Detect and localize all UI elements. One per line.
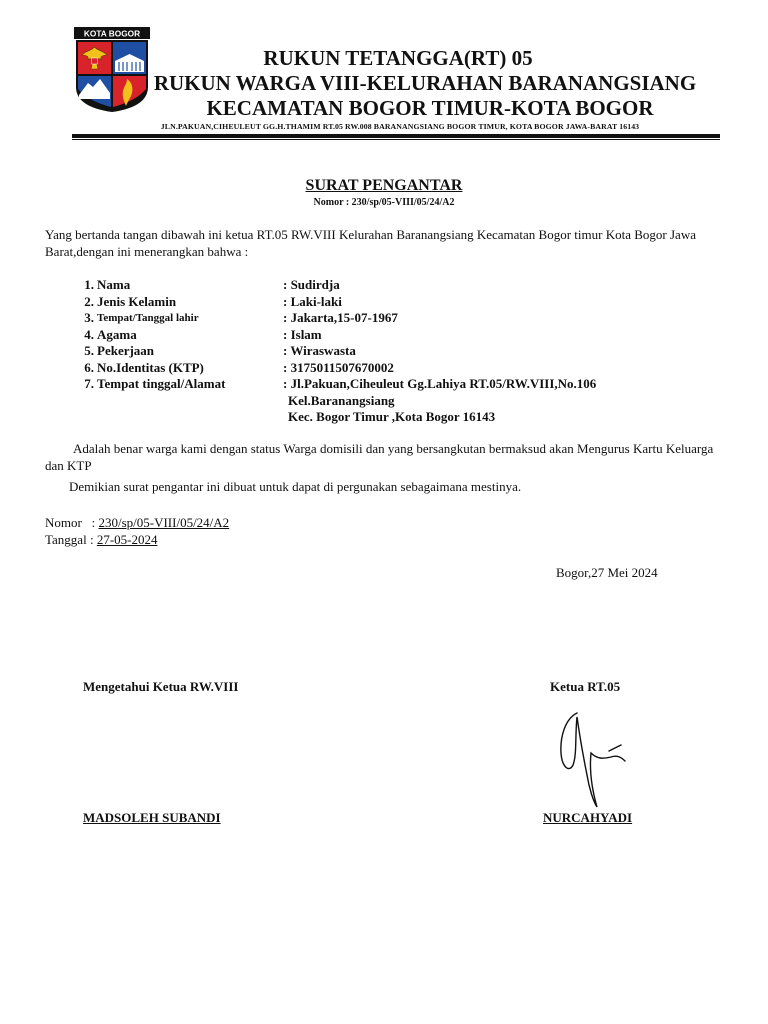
address-line: Kec. Bogor Timur ,Kota Bogor 16143 (288, 409, 496, 424)
header-line-1: RUKUN TETANGGA(RT) 05 (263, 46, 533, 70)
rt-signatory-name: NURCAHYADI (543, 810, 633, 825)
field-label: Nama (97, 277, 131, 292)
place-date: Bogor,27 Mei 2024 (556, 565, 658, 580)
statement-paragraph: Adalah benar warga kami dengan status Warga domisili dan yang bersangkutan bermaksud akan Mengurus Kartu Keluarga dan KTP (45, 441, 714, 473)
header-rule-thin (72, 139, 720, 140)
rt-signature-title: Ketua RT.05 (550, 679, 621, 694)
address-continuation-2 (70, 409, 710, 426)
header-line-2: RUKUN WARGA VIII-KELURAHAN BARANANGSIANG (153, 71, 697, 95)
header-address: JLN.PAKUAN,CIHEULEUT GG.H.THAMIM RT.05 RW.008 BARANANGSIANG BOGOR TIMUR, KOTA BOGOR JAWA-BARAT 16143 (160, 122, 640, 131)
nomor-line: Nomor : 230/sp/05-VIII/05/24/A2 (45, 515, 230, 530)
field-row-occupation (70, 343, 710, 360)
field-label: Pekerjaan (97, 343, 155, 358)
rw-signatory-name: MADSOLEH SUBANDI (83, 810, 221, 825)
field-value: : Jakarta,15-07-1967 (283, 310, 398, 325)
header-line-3: KECAMATAN BOGOR TIMUR-KOTA BOGOR (206, 96, 654, 120)
address-line: Kel.Baranangsiang (288, 392, 395, 408)
field-number: 4. (84, 326, 94, 342)
nomor-label: Nomor (45, 515, 82, 530)
tanggal-value: 27-05-2024 (96, 532, 158, 547)
personal-data-list (70, 277, 710, 426)
field-value: : Laki-laki (283, 293, 342, 309)
field-value: : Islam (283, 326, 322, 342)
field-number: 7. (84, 376, 94, 391)
nomor-value: 230/sp/05-VIII/05/24/A2 (98, 515, 230, 530)
field-value: : Wiraswasta (283, 343, 356, 358)
field-number: 2. (84, 293, 94, 309)
field-number: 6. (84, 359, 94, 375)
letter-title: SURAT PENGANTAR (305, 177, 463, 194)
field-value: : 3175011507670002 (283, 359, 394, 375)
intro-paragraph: Yang bertanda tangan dibawah ini ketua RT.05 RW.VIII Kelurahan Baranangsiang Kecamatan Bogor timur Kota Bogor Jawa Barat,dengan ini menerangkan bahwa : (45, 227, 696, 259)
address-continuation-1 (70, 393, 710, 410)
field-row-name (70, 277, 710, 294)
field-row-religion (70, 327, 710, 344)
field-label: Agama (97, 326, 137, 342)
field-value: : Sudirdja (283, 277, 340, 292)
letter-number: Nomor : 230/sp/05-VIII/05/24/A2 (313, 197, 455, 208)
field-number: 3. (84, 310, 94, 325)
field-row-address (70, 376, 710, 393)
rw-signature-title: Mengetahui Ketua RW.VIII (83, 679, 239, 694)
emblem-label: KOTA BOGOR (83, 28, 141, 39)
tanggal-label: Tanggal (45, 532, 87, 547)
field-label: Tempat tinggal/Alamat (97, 376, 226, 391)
field-label: Jenis Kelamin (97, 293, 177, 309)
field-row-birth (70, 310, 710, 327)
field-value: : Jl.Pakuan,Ciheuleut Gg.Lahiya RT.05/RW.VIII,No.106 (283, 376, 597, 391)
field-label: Tempat/Tanggal lahir (97, 312, 199, 324)
header-rule-thick (72, 134, 720, 138)
field-row-ktp (70, 360, 710, 377)
field-row-gender (70, 294, 710, 311)
signature-scribble-icon (555, 705, 635, 810)
field-number: 1. (84, 277, 94, 292)
field-number: 5. (84, 343, 94, 358)
closing-paragraph: Demikian surat pengantar ini dibuat untuk dapat di pergunakan sebagaimana mestinya. (69, 479, 522, 494)
field-label: No.Identitas (KTP) (97, 359, 204, 375)
tanggal-line: Tanggal : 27-05-2024 (45, 532, 158, 547)
